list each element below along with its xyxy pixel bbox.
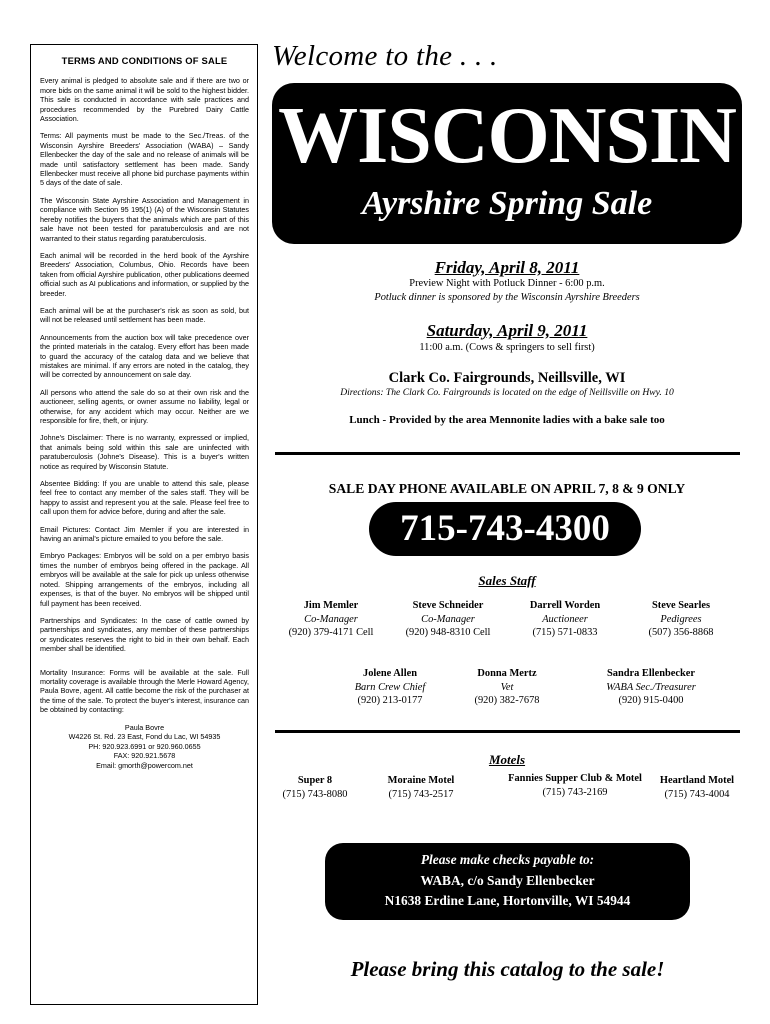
phone-availability-label: SALE DAY PHONE AVAILABLE ON APRIL 7, 8 & 9 ONLY	[328, 481, 686, 496]
staff-role: Co-Manager	[304, 613, 358, 625]
staff-role: Auctioneer	[542, 613, 588, 625]
terms-paragraph-payment: Terms: All payments must be made to the Sec./Treas. of the Wisconsin Ayrshire Breeders' Association (WABA) – Sandy Ellenbecker the day of the sale and no release of animals will be made until satisfactory settlement has been made. Sandy Ellenbecker must receive all phone bid purchase payments within 5 days of the date of sale.	[40, 131, 249, 188]
checks-payable-box	[325, 843, 690, 920]
venue-directions: Directions: The Clark Co. Fairgrounds is located on the edge of Neillsville on Hwy. 10	[340, 387, 674, 398]
staff-phone: (920) 213-0177	[357, 695, 423, 706]
contact-phone: PH: 920.923.6991 or 920.960.0655	[88, 741, 201, 751]
motel-name: Moraine Motel	[387, 775, 455, 786]
title-banner	[272, 83, 742, 244]
terms-paragraph-embryo-packages: Embryo Packages: Embryos will be sold on a per embryo basis times the number of embryos being offered in the package. All embryos will be available at the sale for pick up unless otherwise noted. Shipping arrangements of the embryos, including all expenses, is that of the buyer. No embryos will be shipped until full payment has been received.	[40, 551, 249, 608]
motel-name: Heartland Motel	[659, 775, 735, 786]
motel-phone: (715) 743-2169	[542, 786, 608, 798]
terms-paragraph-herd-book: Each animal will be recorded in the herd book of the Ayrshire Breeders' Association, Columbus, Ohio. Records have been taken from official Ayrshire publication, other publications deemed official such as AI publications and information, or supplied by the breeder.	[40, 250, 249, 298]
sale-day-phone-number: 715-743-4300	[369, 502, 641, 556]
banner-sale-name: Ayrshire Spring Sale	[361, 185, 653, 222]
banner-state-title: WISCONSIN	[278, 92, 736, 180]
checks-address: N1638 Erdine Lane, Hortonville, WI 54944	[384, 893, 631, 908]
staff-name: Jim Memler	[303, 600, 359, 611]
friday-preview-line: Preview Night with Potluck Dinner - 6:00 p.m.	[409, 278, 605, 289]
contact-name: Paula Bovre	[124, 722, 165, 732]
staff-name: Steve Searles	[652, 600, 710, 611]
staff-phone: (920) 948-8310 Cell	[405, 627, 491, 638]
venue-name: Clark Co. Fairgrounds, Neillsville, WI	[388, 370, 626, 386]
checks-payee: WABA, c/o Sandy Ellenbecker	[420, 873, 595, 888]
terms-paragraph-liability: All persons who attend the sale do so at their own risk and the auctioneer, selling agents, or owner assume no liability, legal or otherwise, for any accident which may occur. Neither are we responsible for fire, theft, or injury.	[40, 387, 249, 425]
staff-role: Vet	[500, 681, 514, 693]
staff-name: Donna Mertz	[477, 668, 537, 679]
staff-phone: (507) 356-8868	[648, 627, 714, 638]
terms-paragraph-paratuberculosis: The Wisconsin State Ayrshire Association and Management in compliance with Section 95 195(1) (A) of the Wisconsin Statutes hereby notifies the buyers that the animals which are part of this sale have not been tested for paratuberculosis and are not warranted to their status regarding paratuberculosis.	[40, 195, 249, 243]
terms-paragraph-announcements: Announcements from the auction box will take precedence over the printed materials in the catalog. Every effort has been made to guard the accuracy of the catalog data and we believe that mistakes are minimal. If any errors are noted in the catalog, they will be corrected by announcement on sale day.	[40, 332, 249, 380]
motels-heading: Motels	[488, 752, 526, 767]
contact-email: Email: gmorth@powercom.net	[96, 760, 193, 770]
friday-potluck-line: Potluck dinner is sponsored by the Wisconsin Ayrshire Breeders	[374, 292, 640, 303]
staff-phone: (715) 571-0833	[532, 627, 598, 638]
staff-name: Sandra Ellenbecker	[606, 668, 696, 679]
staff-member	[581, 667, 721, 708]
motel-phone: (715) 743-4004	[664, 788, 730, 800]
insurance-contact-block	[40, 723, 249, 771]
lunch-note: Lunch - Provided by the area Mennonite ladies with a bake sale too	[349, 414, 665, 426]
motel-entry	[381, 774, 461, 801]
terms-and-conditions-box	[30, 44, 258, 1005]
terms-paragraph-mortality-insurance: Mortality Insurance: Forms will be available at the sale. Full mortality coverage is available through the Merle Howard Agency, Paula Bovre, agent. All cattle become the risk of the purchaser at the time of the sale. To protect the buyer's interest, insurance can be obtained by contacting:	[40, 667, 249, 715]
friday-heading: Friday, April 8, 2011	[434, 258, 580, 277]
terms-title: TERMS AND CONDITIONS OF SALE	[61, 55, 228, 66]
divider-bottom	[275, 730, 740, 733]
terms-paragraph-absentee-bidding: Absentee Bidding: If you are unable to attend this sale, please feel free to contact any member of the sales staff. They will be happy to assist and represent you at the sale. Please feel free to call upon them for advice before, during and after the sale.	[40, 479, 249, 517]
staff-role: Co-Manager	[421, 613, 475, 625]
contact-fax: FAX: 920.921.5678	[113, 751, 176, 761]
motel-entry	[652, 774, 742, 801]
motel-entry	[485, 772, 665, 799]
terms-paragraph-johnes: Johne's Disclaimer: There is no warranty, expressed or implied, that animals being sold within this sale are uninfected with paratuberculosis (Johne's Disease). This is a buyer's written notice as required by Wisconsin Statute.	[40, 433, 249, 471]
staff-role: WABA Sec./Treasurer	[606, 681, 696, 693]
motel-entry	[275, 774, 355, 801]
staff-member	[611, 599, 751, 640]
divider-top	[275, 452, 740, 455]
saturday-heading: Saturday, April 9, 2011	[426, 321, 588, 340]
staff-role: Pedigrees	[660, 613, 702, 625]
staff-name: Steve Schneider	[412, 600, 484, 611]
staff-phone: (920) 379-4171 Cell	[288, 627, 374, 638]
bring-catalog-note: Please bring this catalog to the sale!	[350, 957, 665, 981]
staff-role: Barn Crew Chief	[354, 681, 426, 693]
saturday-time-line: 11:00 a.m. (Cows & springers to sell first)	[419, 342, 595, 353]
motel-name: Fannies Supper Club & Motel	[508, 773, 642, 784]
staff-name: Jolene Allen	[363, 668, 417, 679]
sales-staff-heading: Sales Staff	[478, 573, 536, 588]
terms-paragraph-absolute-sale: Every animal is pledged to absolute sale and if there are two or more bids on the same animal it will be sold to the highest bidder. This sale is conducted in accordance with sale practices and procedures recommended by the Purebred Dairy Cattle Association.	[40, 76, 249, 124]
terms-paragraph-partnerships: Partnerships and Syndicates: In the case of cattle owned by partnerships and syndicates, any member of these partnerships or syndicates reserves the right to bid in their own behalf. Each member shall be identified.	[40, 615, 249, 654]
checks-payable-label: Please make checks payable to:	[420, 852, 595, 867]
motel-phone: (715) 743-8080	[282, 788, 348, 800]
terms-paragraph-email-pictures: Email Pictures: Contact Jim Memler if you are interested in having an animal's picture emailed to you before the sale.	[40, 524, 249, 544]
terms-paragraph-purchaser-risk: Each animal will be at the purchaser's risk as soon as sold, but will not be released until settlement has been made.	[40, 305, 249, 325]
contact-address: W4226 St. Rd. 23 East, Fond du Lac, WI 54935	[68, 732, 221, 742]
staff-phone: (920) 915-0400	[618, 695, 684, 706]
staff-member	[437, 667, 577, 708]
motel-name: Super 8	[297, 775, 333, 786]
staff-name: Darrell Worden	[529, 600, 601, 611]
motel-phone: (715) 743-2517	[388, 788, 454, 800]
staff-phone: (920) 382-7678	[474, 695, 540, 706]
welcome-heading: Welcome to the . . .	[272, 40, 498, 72]
